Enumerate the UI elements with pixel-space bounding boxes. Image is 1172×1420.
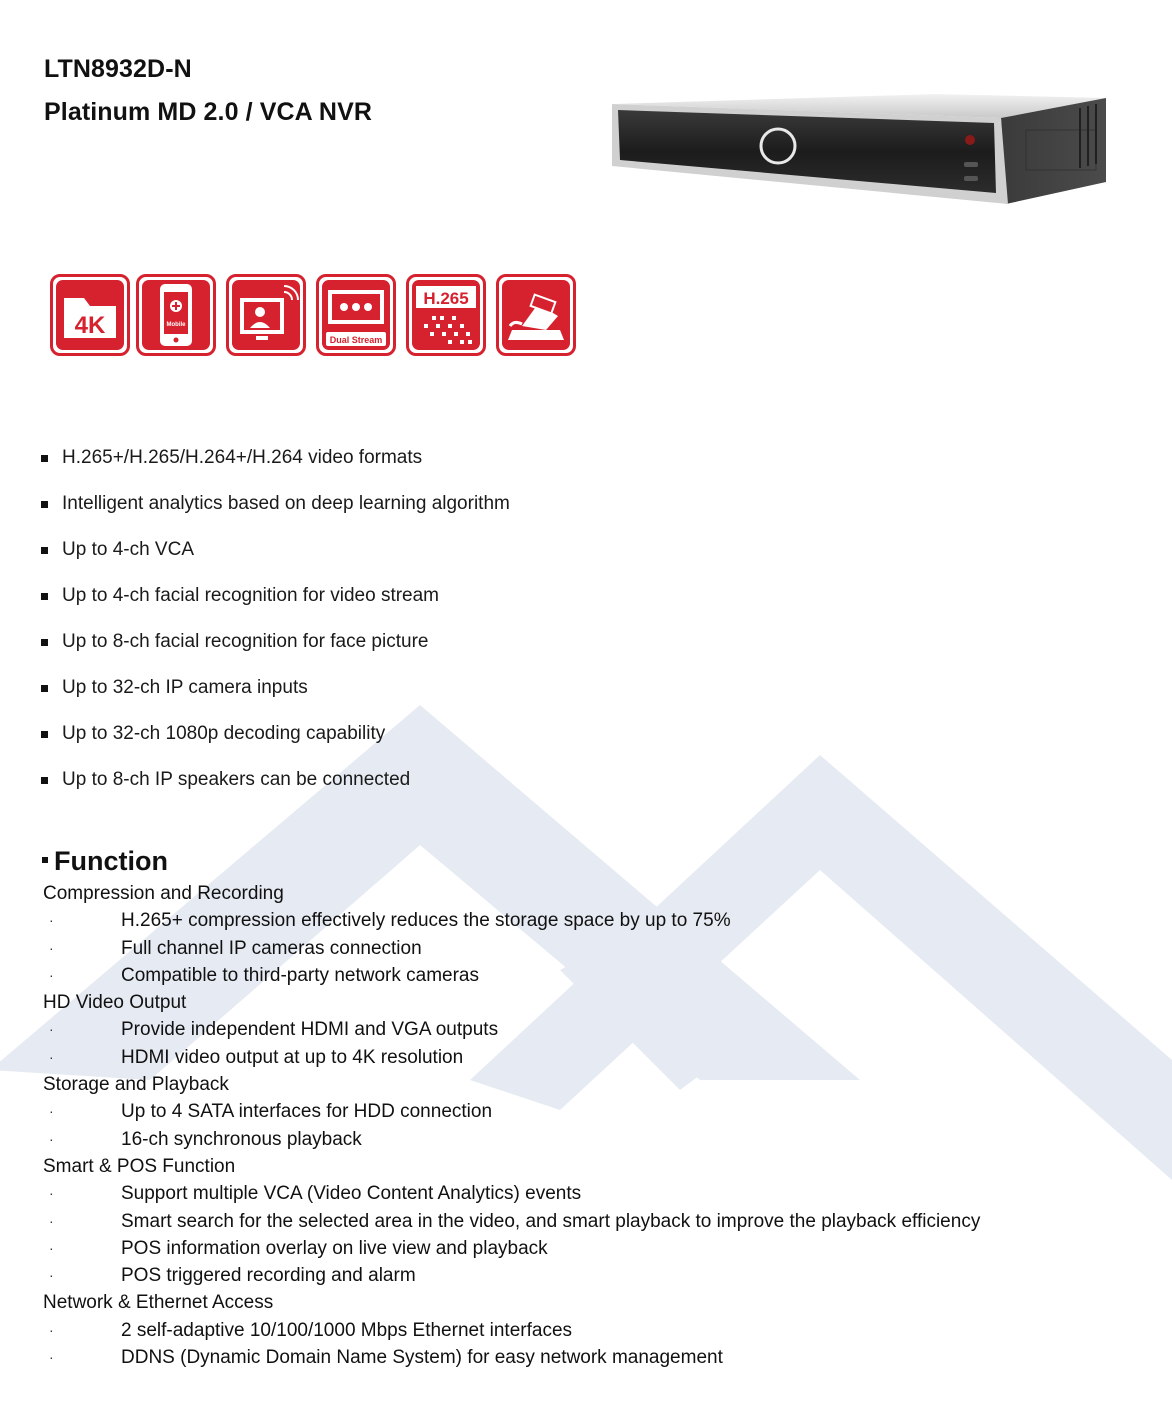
- remote-view-icon: [226, 274, 306, 356]
- function-item: · Compatible to third-party network cameras: [49, 964, 479, 986]
- function-item: · 16-ch synchronous playback: [49, 1128, 362, 1150]
- function-item: · POS triggered recording and alarm: [49, 1265, 416, 1287]
- function-item: · HDMI video output at up to 4K resolution: [49, 1046, 464, 1068]
- bullet-square-icon: [41, 593, 48, 600]
- function-category: Compression and Recording: [43, 883, 284, 904]
- function-item: · Smart search for the selected area in the video, and smart playback to improve the playback efficiency: [49, 1210, 981, 1232]
- function-item: · Support multiple VCA (Video Content Analytics) events: [49, 1183, 582, 1205]
- bullet-square-icon: [41, 777, 48, 784]
- svg-text:4K: 4K: [74, 312, 106, 339]
- function-category: HD Video Output: [43, 992, 187, 1014]
- list-item: Up to 8-ch facial recognition for face picture: [40, 630, 510, 676]
- function-item: · 2 self-adaptive 10/100/1000 Mbps Ethernet interfaces: [49, 1319, 573, 1341]
- mobile-icon: [136, 274, 216, 356]
- svg-text:Dual Stream: Dual Stream: [329, 335, 383, 345]
- function-category: Storage and Playback: [43, 1074, 229, 1096]
- function-section: [43, 880, 1143, 1371]
- bullet-square-icon: [41, 731, 48, 738]
- function-item: · H.265+ compression effectively reduces the storage space by up to 75%: [49, 910, 731, 932]
- list-item: Up to 32-ch IP camera inputs: [40, 676, 510, 722]
- 4k-icon: [50, 274, 130, 356]
- function-item: · Up to 4 SATA interfaces for HDD connection: [49, 1101, 493, 1123]
- function-item: · Provide independent HDMI and VGA outputs: [49, 1019, 499, 1041]
- pos-icon: [496, 274, 576, 356]
- function-category: Smart & POS Function: [43, 1155, 236, 1177]
- bullet-square-icon: [41, 501, 48, 508]
- function-heading: Function: [42, 846, 168, 877]
- bullet-square-icon: [41, 547, 48, 554]
- function-item: · Full channel IP cameras connection: [49, 937, 422, 959]
- h265-icon: [406, 274, 486, 356]
- list-item: H.265+/H.265/H.264+/H.264 video formats: [40, 446, 510, 492]
- svg-text:H.265: H.265: [423, 289, 469, 308]
- product-subtitle: Platinum MD 2.0 / VCA NVR: [44, 98, 373, 126]
- list-item: Up to 4-ch VCA: [40, 538, 510, 584]
- bullet-square-icon: [41, 455, 48, 462]
- bullet-square-icon: [41, 639, 48, 646]
- feature-list: [40, 446, 510, 814]
- function-category: Network & Ethernet Access: [43, 1292, 274, 1314]
- nvr-device-image: [606, 90, 1114, 208]
- list-item: Up to 4-ch facial recognition for video stream: [40, 584, 510, 630]
- list-item: Up to 32-ch 1080p decoding capability: [40, 722, 510, 768]
- bullet-square-icon: [41, 685, 48, 692]
- dual-stream-icon: [316, 274, 396, 356]
- list-item: Intelligent analytics based on deep learning algorithm: [40, 492, 510, 538]
- function-item: · POS information overlay on live view and playback: [49, 1237, 548, 1259]
- svg-text:Mobile: Mobile: [166, 322, 186, 328]
- function-item: · DDNS (Dynamic Domain Name System) for easy network management: [49, 1347, 723, 1369]
- list-item: Up to 8-ch IP speakers can be connected: [40, 768, 510, 814]
- bullet-square-icon: [42, 857, 48, 863]
- product-model: LTN8932D-N: [44, 55, 192, 83]
